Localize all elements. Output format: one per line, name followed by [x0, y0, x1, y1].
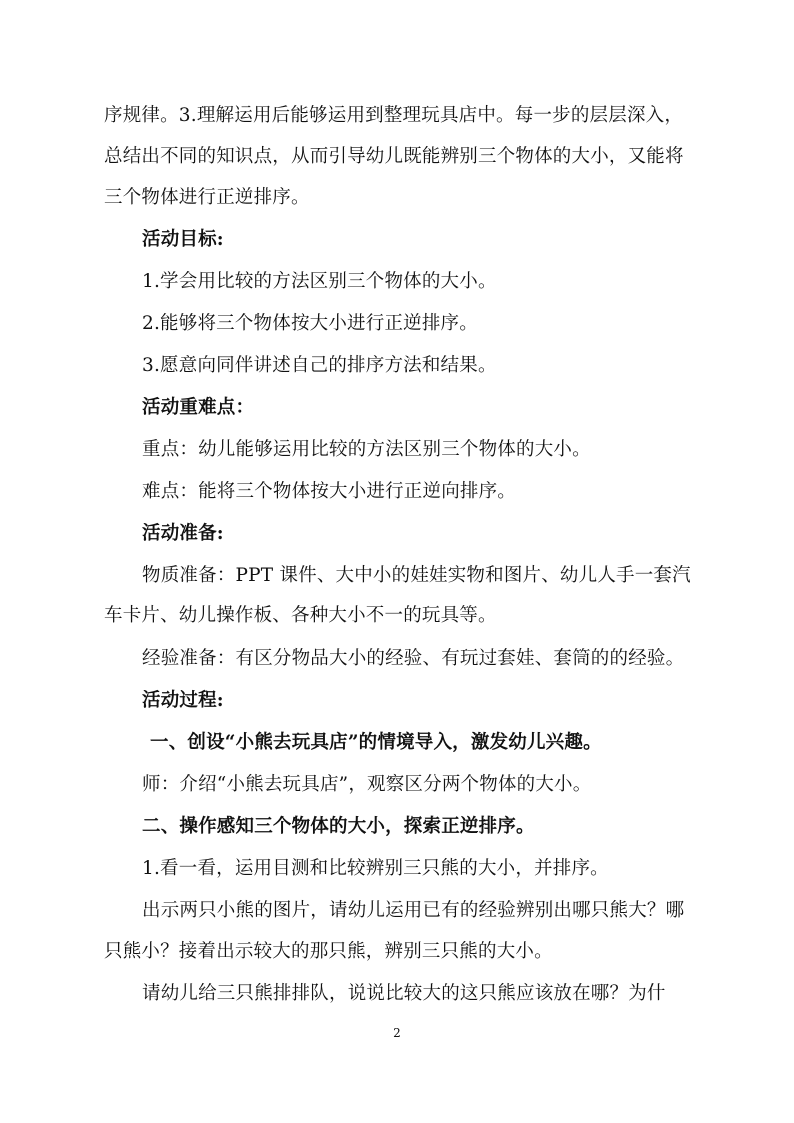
process-step-heading: 一、创设“小熊去玩具店”的情境导入，激发幼儿兴趣。 — [150, 732, 602, 753]
material-preparation-line: 物质准备：PPT 课件、大中小的娃娃实物和图片、幼儿人手一套汽 — [142, 565, 691, 586]
objective-item: 1.学会用比较的方法区别三个物体的大小。 — [142, 271, 497, 292]
paragraph-line: 出示两只小熊的图片，请幼儿运用已有的经验辨别出哪只熊大？哪 — [142, 900, 685, 921]
process-step-heading: 二、操作感知三个物体的大小，探索正逆排序。 — [142, 816, 535, 837]
page-number: 2 — [393, 1026, 401, 1040]
objective-item: 3.愿意向同伴讲述自己的排序方法和结果。 — [142, 355, 497, 376]
difficulty-line: 难点：能将三个物体按大小进行正逆向排序。 — [142, 481, 517, 502]
objective-item: 2.能够将三个物体按大小进行正逆排序。 — [142, 313, 478, 334]
section-heading-key-points: 活动重难点： — [142, 397, 255, 418]
paragraph-line: 三个物体进行正逆排序。 — [104, 187, 310, 208]
paragraph-line: 1.看一看，运用目测和比较辨别三只熊的大小，并排序。 — [142, 858, 609, 879]
paragraph-line: 只熊小？接着出示较大的那只熊，辨别三只熊的大小。 — [104, 941, 553, 962]
paragraph-line: 师：介绍“小熊去玩具店”，观察区分两个物体的大小。 — [142, 774, 592, 795]
experience-preparation-line: 经验准备：有区分物品大小的经验、有玩过套娃、套筒的的经验。 — [142, 648, 685, 669]
paragraph-line: 请幼儿给三只熊排排队，说说比较大的这只熊应该放在哪？为什 — [142, 983, 666, 1004]
key-point-line: 重点：幼儿能够运用比较的方法区别三个物体的大小。 — [142, 439, 591, 460]
paragraph-line: 序规律。3.理解运用后能够运用到整理玩具店中。每一步的层层深入， — [104, 105, 684, 126]
paragraph-line: 总结出不同的知识点，从而引导幼儿既能辨别三个物体的大小，又能将 — [104, 146, 684, 167]
section-heading-preparation: 活动准备: — [142, 523, 224, 544]
material-preparation-line: 车卡片、幼儿操作板、各种大小不一的玩具等。 — [104, 605, 497, 626]
section-heading-objectives: 活动目标: — [142, 229, 224, 250]
section-heading-process: 活动过程: — [142, 690, 224, 711]
